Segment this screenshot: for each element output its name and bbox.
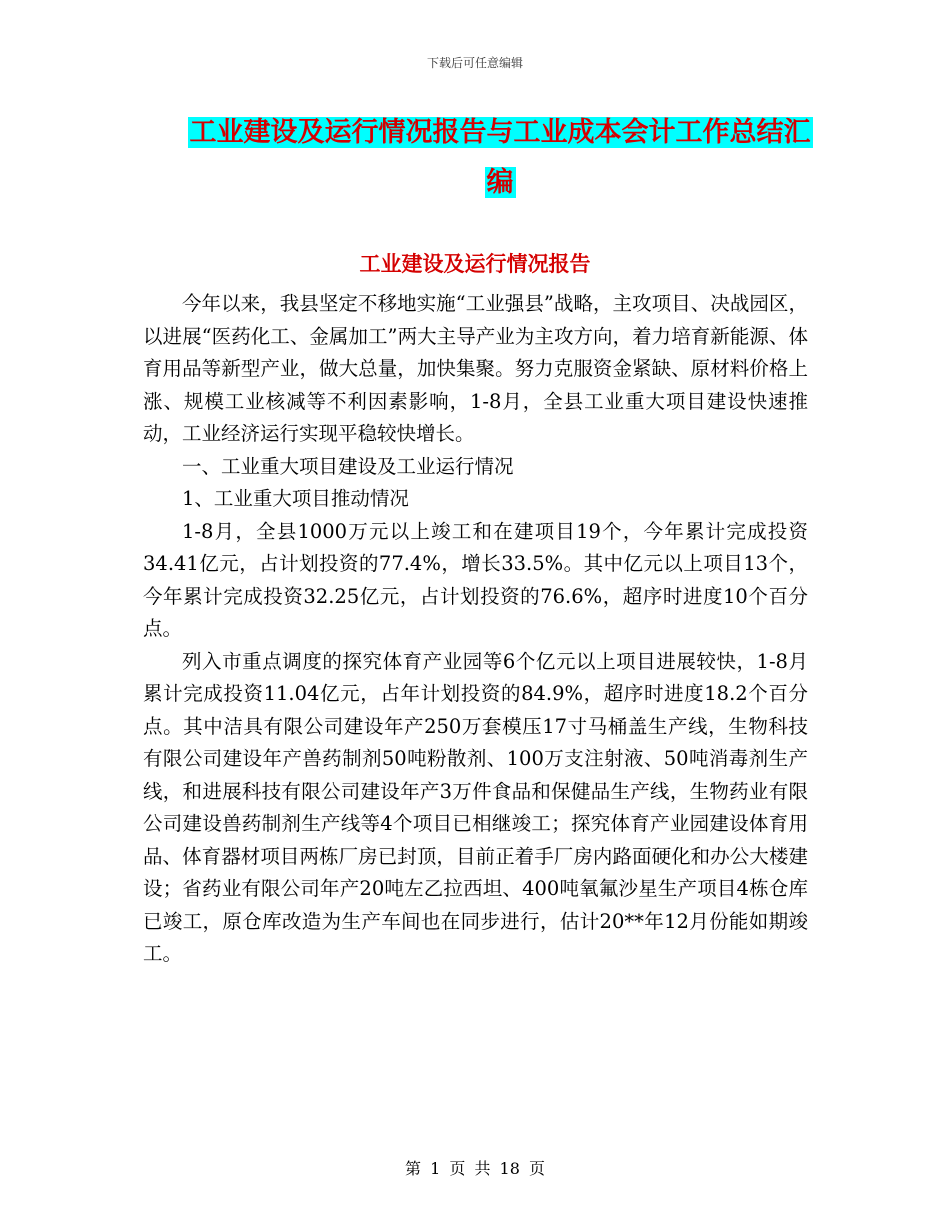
document-body (143, 288, 808, 971)
page-number: 第 1 页 共 18 页 (405, 1159, 545, 1178)
heading-level-1: 一、工业重大项目建设及工业运行情况 (182, 454, 514, 478)
heading-level-2: 1、工业重大项目推动情况 (182, 487, 409, 510)
header-note: 下载后可任意编辑 (426, 56, 523, 70)
document-title (180, 108, 820, 208)
paragraph-intro: 今年以来，我县坚定不移地实施“工业强县”战略，主攻项目、决战园区，以进展“医药化工、金属加工”两大主导产业为主攻方向，着力培育新能源、体育用品等新型产业，做大总量，加快集聚。努力克服资金紧缺、原材料价格上涨、规模工业核减等不利因素影响，1-8月，全县工业重大项目建设快速推动，工业经济运行实现平稳较快增长。 (143, 292, 808, 445)
title-line-2: 编 (486, 167, 514, 198)
section-title: 工业建设及运行情况报告 (359, 251, 591, 276)
paragraph-key-projects: 列入市重点调度的探究体育产业园等6个亿元以上项目进展较快，1-8月累计完成投资11.04亿元，占年计划投资的84.9%，超序时进度18.2个百分点。其中洁具有限公司建设年产250万套模压17寸马桶盖生产线，生物科技有限公司建设年产兽药制剂50吨粉散剂、100万支注射液、50吨消毒剂生产线，和进展科技有限公司建设年产3万件食品和保健品生产线，生物药业有限公司建设兽药制剂生产线等4个项目已相继竣工；探究体育产业园建设体育用品、体育器材项目两栋厂房已封顶，目前正着手厂房内路面硬化和办公大楼建设；省药业有限公司年产20吨左乙拉西坦、400吨氧氟沙星生产项目4栋仓库已竣工，原仓库改造为生产车间也在同步进行，估计20**年12月份能如期竣工。 (143, 649, 808, 965)
paragraph-investment: 1-8月，全县1000万元以上竣工和在建项目19个，今年累计完成投资34.41亿元，占计划投资的77.4%，增长33.5%。其中亿元以上项目13个，今年累计完成投资32.25亿元，占计划投资的76.6%，超序时进度10个百分点。 (143, 519, 808, 640)
title-line-1: 工业建设及运行情况报告与工业成本会计工作总结汇 (189, 117, 811, 148)
